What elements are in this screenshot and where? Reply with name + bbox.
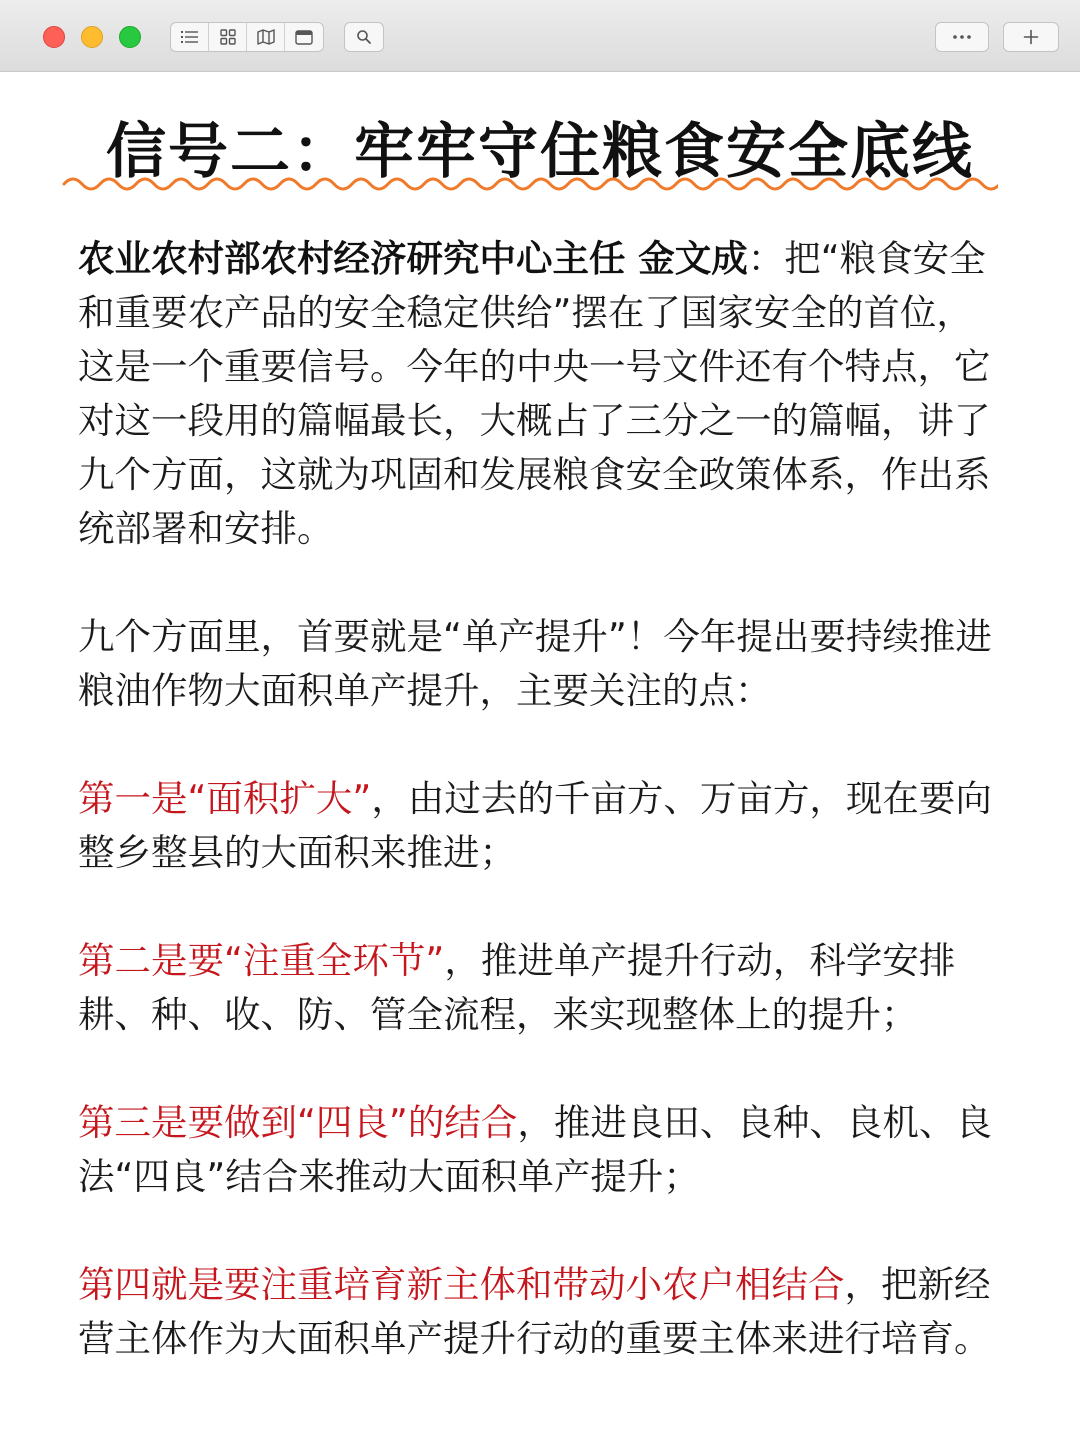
point-highlight: 第三是要做到“四良”的结合 [78,1101,518,1144]
point-highlight: 第二是要“注重全环节” [78,939,445,982]
window-view-button[interactable] [285,23,323,51]
search-icon [356,29,372,45]
close-window-button[interactable] [43,26,65,48]
paragraph-text: ，由过去的千亩方、万亩方，现在要向整乡整县的大面积来推进； [78,777,992,874]
point-highlight: 第一是“面积扩大” [78,777,372,820]
more-button[interactable] [935,22,989,52]
map-view-button[interactable] [247,23,285,51]
paragraph-point-3 [78,1096,1008,1204]
window-icon [295,30,313,45]
zoom-window-button[interactable] [119,26,141,48]
paragraph-speaker [78,232,1008,556]
new-tab-button[interactable] [1003,22,1059,52]
grid-view-button[interactable] [209,23,247,51]
speaker-name: 农业农村部农村经济研究中心主任 金文成 [78,237,748,280]
map-icon [257,29,275,45]
headline: 信号二：牢牢守住粮食安全底线 [106,117,974,187]
paragraph-text: ，推进良田、良种、良机、良法“四良”结合来推动大面积单产提升； [78,1101,992,1198]
paragraph-text: ：把“粮食安全和重要农产品的安全稳定供给”摆在了国家安全的首位，这是一个重要信号。今年的中央一号文件还有个特点，它对这一段用的篇幅最长，大概占了三分之一的篇幅，讲了九个方面，这就为巩固和发展粮食安全政策体系，作出系统部署和安排。 [78,237,991,550]
article-body [78,232,1008,1420]
paragraph-point-1 [78,772,1008,880]
more-icon [952,34,972,40]
headline-underline-squiggle [62,172,998,196]
minimize-window-button[interactable] [81,26,103,48]
paragraph-point-4 [78,1258,1008,1366]
paragraph-text: ，把新经营主体作为大面积单产提升行动的重要主体来进行培育。 [78,1263,991,1360]
paragraph-intro [78,610,1008,718]
paragraph-text: 九个方面里，首要就是“单产提升”！今年提出要持续推进粮油作物大面积单产提升，主要关注的点： [78,615,992,712]
paragraph-text: ，推进单产提升行动，科学安排耕、种、收、防、管全流程，来实现整体上的提升； [78,939,956,1036]
search-button[interactable] [344,22,384,52]
paragraph-point-2 [78,934,1008,1042]
point-highlight: 第四就是要注重培育新主体和带动小农户相结合 [78,1263,845,1306]
list-icon [181,30,199,44]
list-view-button[interactable] [171,23,209,51]
plus-icon [1023,29,1039,45]
view-toolbar-group [170,22,324,52]
grid-icon [220,29,236,45]
title-bar [0,0,1080,72]
